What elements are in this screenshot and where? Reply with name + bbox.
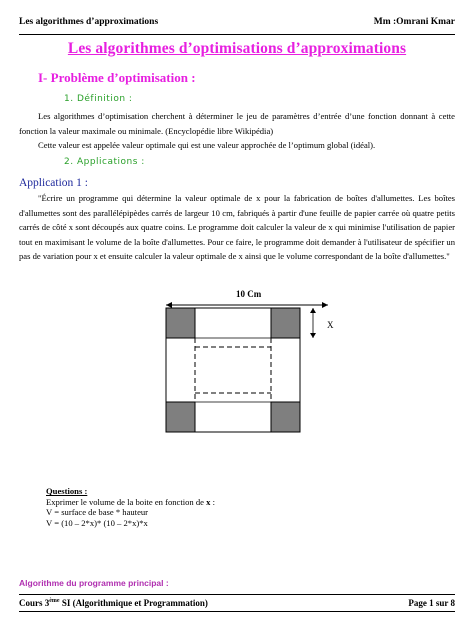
application-title: Application 1 : [19,177,88,189]
algorithm-heading: Algorithme du programme principal : [19,578,169,588]
document-title: Les algorithmes d’optimisations d’approximations [67,40,407,57]
questions-title: Questions : [46,486,88,496]
application-statement: "Écrire un programme qui détermine la valeur optimale de x pour la fabrication de boîtes d'allumettes. Les boîtes d'allumettes sont des parallélépipèdes carrés de largeur 10 cm, fabriqués à partir d'une feuille de papier carrée où quatre petits carrés de côté x sont découpés aux quatre coins. Le programme doit calculer la valeur de x qui minimise l'utilisation de papier tout en maximisant le volume de la boîte d'allumettes. Pour ce faire, le programme doit demander à l'utilisateur de spécifier un pas de variation pour x et ensuite calculer la valeur optimale de x ainsi que le volume correspondant de la boîte d'allumettes." [19,193,455,261]
course-label: Cours 3ème SI (Algorithmique et Programmation) [19,598,208,608]
corner-square-bottom-left [166,402,195,432]
page-footer [19,594,455,612]
question-line: Exprimer le volume de la boite en fonction de x : [46,496,215,507]
definition-paragraph: Les algorithmes d’optimisation cherchent à déterminer le jeu de paramètres d’entrée d’une fonction donnant à cette fonction la valeur maximale ou minimale. (Encyclopédie libre Wikipédia) [19,111,455,136]
side-label: X [327,320,334,330]
subsection-definition: 1. Définition : [64,94,133,104]
volume-expression: V = (10 – 2*x)* (10 – 2*x)*x [46,517,148,528]
page-number: Page 1 sur 8 [408,598,455,608]
corner-square-top-left [166,308,195,338]
matchbox-net-diagram [150,285,350,445]
header-author: Mm :Omrani Kmar [373,17,455,27]
corner-square-bottom-right [271,402,300,432]
width-label: 10 Cm [236,289,262,299]
questions-block [46,486,215,528]
volume-formula: V = surface de base * hauteur [46,507,149,517]
section-heading: I- Problème d’optimisation : [38,70,196,85]
page-header [19,17,455,35]
corner-square-top-right [271,308,300,338]
subsection-applications: 2. Applications : [64,157,145,167]
header-left: Les algorithmes d’approximations [19,17,159,27]
optimal-value-paragraph: Cette valeur est appelée valeur optimale qui est une valeur approchée de l’optimum global (idéal). [38,140,376,150]
